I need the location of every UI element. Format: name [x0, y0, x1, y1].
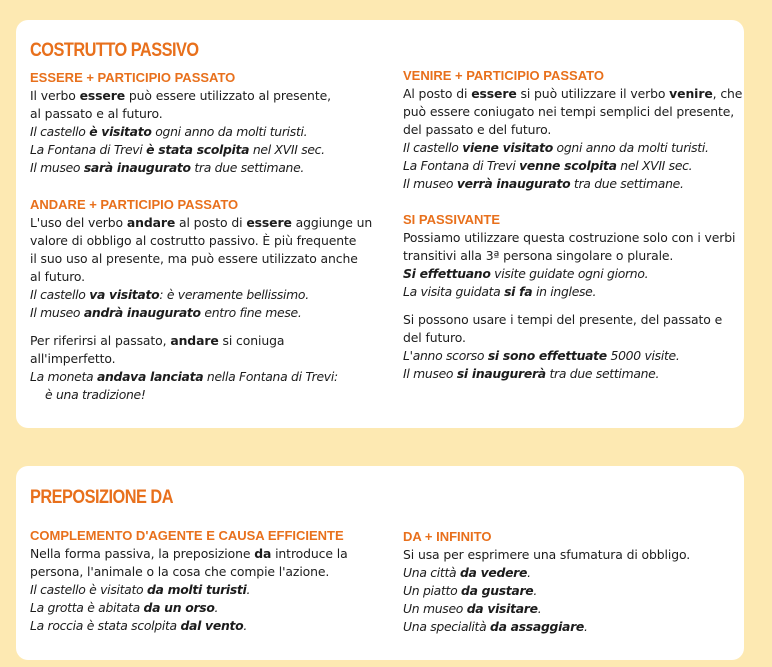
section-heading: VENIRE + PARTICIPIO PASSATO — [403, 68, 604, 83]
example-line: è una tradizione! — [45, 387, 146, 402]
text-line: transitivi alla 3ª persona singolare o plurale. — [403, 248, 674, 263]
example-line: Una specialità da assaggiare. — [403, 619, 588, 634]
section-venire — [403, 67, 742, 193]
text-line: Per riferirsi al passato, andare si coniuga — [30, 333, 285, 348]
text-line: valore di obbligo al costrutto passivo. È più frequente — [30, 233, 357, 248]
section-heading: SI PASSIVANTE — [403, 212, 501, 227]
costrutto-passivo-box — [16, 20, 744, 428]
example-line: L'anno scorso si sono effettuate 5000 visite. — [403, 348, 680, 363]
example-line: Il museo verrà inaugurato tra due settimane. — [403, 176, 684, 191]
example-line: Il museo si inaugurerà tra due settimane. — [403, 366, 660, 381]
text-line: persona, l'animale o la cosa che compie l'azione. — [30, 564, 330, 579]
example-line: Il museo andrà inaugurato entro fine mese. — [30, 305, 302, 320]
text-line: Il verbo essere può essere utilizzato al presente, — [30, 88, 331, 103]
preposizione-da-box — [16, 466, 744, 660]
example-line: Un piatto da gustare. — [403, 583, 538, 598]
section-andare — [30, 196, 372, 404]
box-title: PREPOSIZIONE DA — [30, 487, 173, 508]
section-da-infinito — [403, 528, 690, 636]
text-line: al futuro. — [30, 269, 86, 284]
section-complemento-agente — [30, 527, 348, 635]
text-line: Possiamo utilizzare questa costruzione solo con i verbi — [403, 230, 736, 245]
text-line: del futuro. — [403, 330, 466, 345]
text-line: Si possono usare i tempi del presente, del passato e — [403, 312, 723, 327]
text-line: Si usa per esprimere una sfumatura di obbligo. — [403, 547, 691, 562]
section-essere — [30, 69, 331, 177]
example-line: La Fontana di Trevi venne scolpita nel XVII sec. — [403, 158, 693, 173]
example-line: Una città da vedere. — [403, 565, 531, 580]
text-line: del passato e del futuro. — [403, 122, 552, 137]
example-line: Il castello va visitato: è veramente bellissimo. — [30, 287, 309, 302]
example-line: Il castello è visitato ogni anno da molti turisti. — [30, 124, 308, 139]
text-line: L'uso del verbo andare al posto di essere aggiunge un — [30, 215, 373, 230]
section-heading: ESSERE + PARTICIPIO PASSATO — [30, 70, 236, 85]
box-title: COSTRUTTO PASSIVO — [30, 40, 199, 61]
text-line: può essere coniugato nei tempi semplici del presente, — [403, 104, 735, 119]
example-line: La grotta è abitata da un orso. — [30, 600, 219, 615]
example-line: La visita guidata si fa in inglese. — [403, 284, 597, 299]
text-line: il suo uso al presente, ma può essere utilizzato anche — [30, 251, 358, 266]
example-line: Un museo da visitare. — [403, 601, 542, 616]
section-si-passivante — [403, 211, 735, 383]
section-heading: ANDARE + PARTICIPIO PASSATO — [30, 197, 239, 212]
text-line: Nella forma passiva, la preposizione da introduce la — [30, 546, 348, 561]
text-line: Al posto di essere si può utilizzare il verbo venire, che — [403, 86, 743, 101]
example-line: Il museo sarà inaugurato tra due settimane. — [30, 160, 305, 175]
section-heading: DA + INFINITO — [403, 529, 492, 544]
example-line: Si effettuano visite guidate ogni giorno. — [403, 266, 649, 281]
example-line: Il castello viene visitato ogni anno da molti turisti. — [403, 140, 709, 155]
text-line: all'imperfetto. — [30, 351, 116, 366]
example-line: La moneta andava lanciata nella Fontana di Trevi: — [30, 369, 338, 384]
example-line: La Fontana di Trevi è stata scolpita nel XVII sec. — [30, 142, 325, 157]
example-line: La roccia è stata scolpita dal vento. — [30, 618, 247, 633]
text-line: al passato e al futuro. — [30, 106, 163, 121]
section-heading: COMPLEMENTO D'AGENTE E CAUSA EFFICIENTE — [30, 528, 344, 543]
example-line: Il castello è visitato da molti turisti. — [30, 582, 251, 597]
